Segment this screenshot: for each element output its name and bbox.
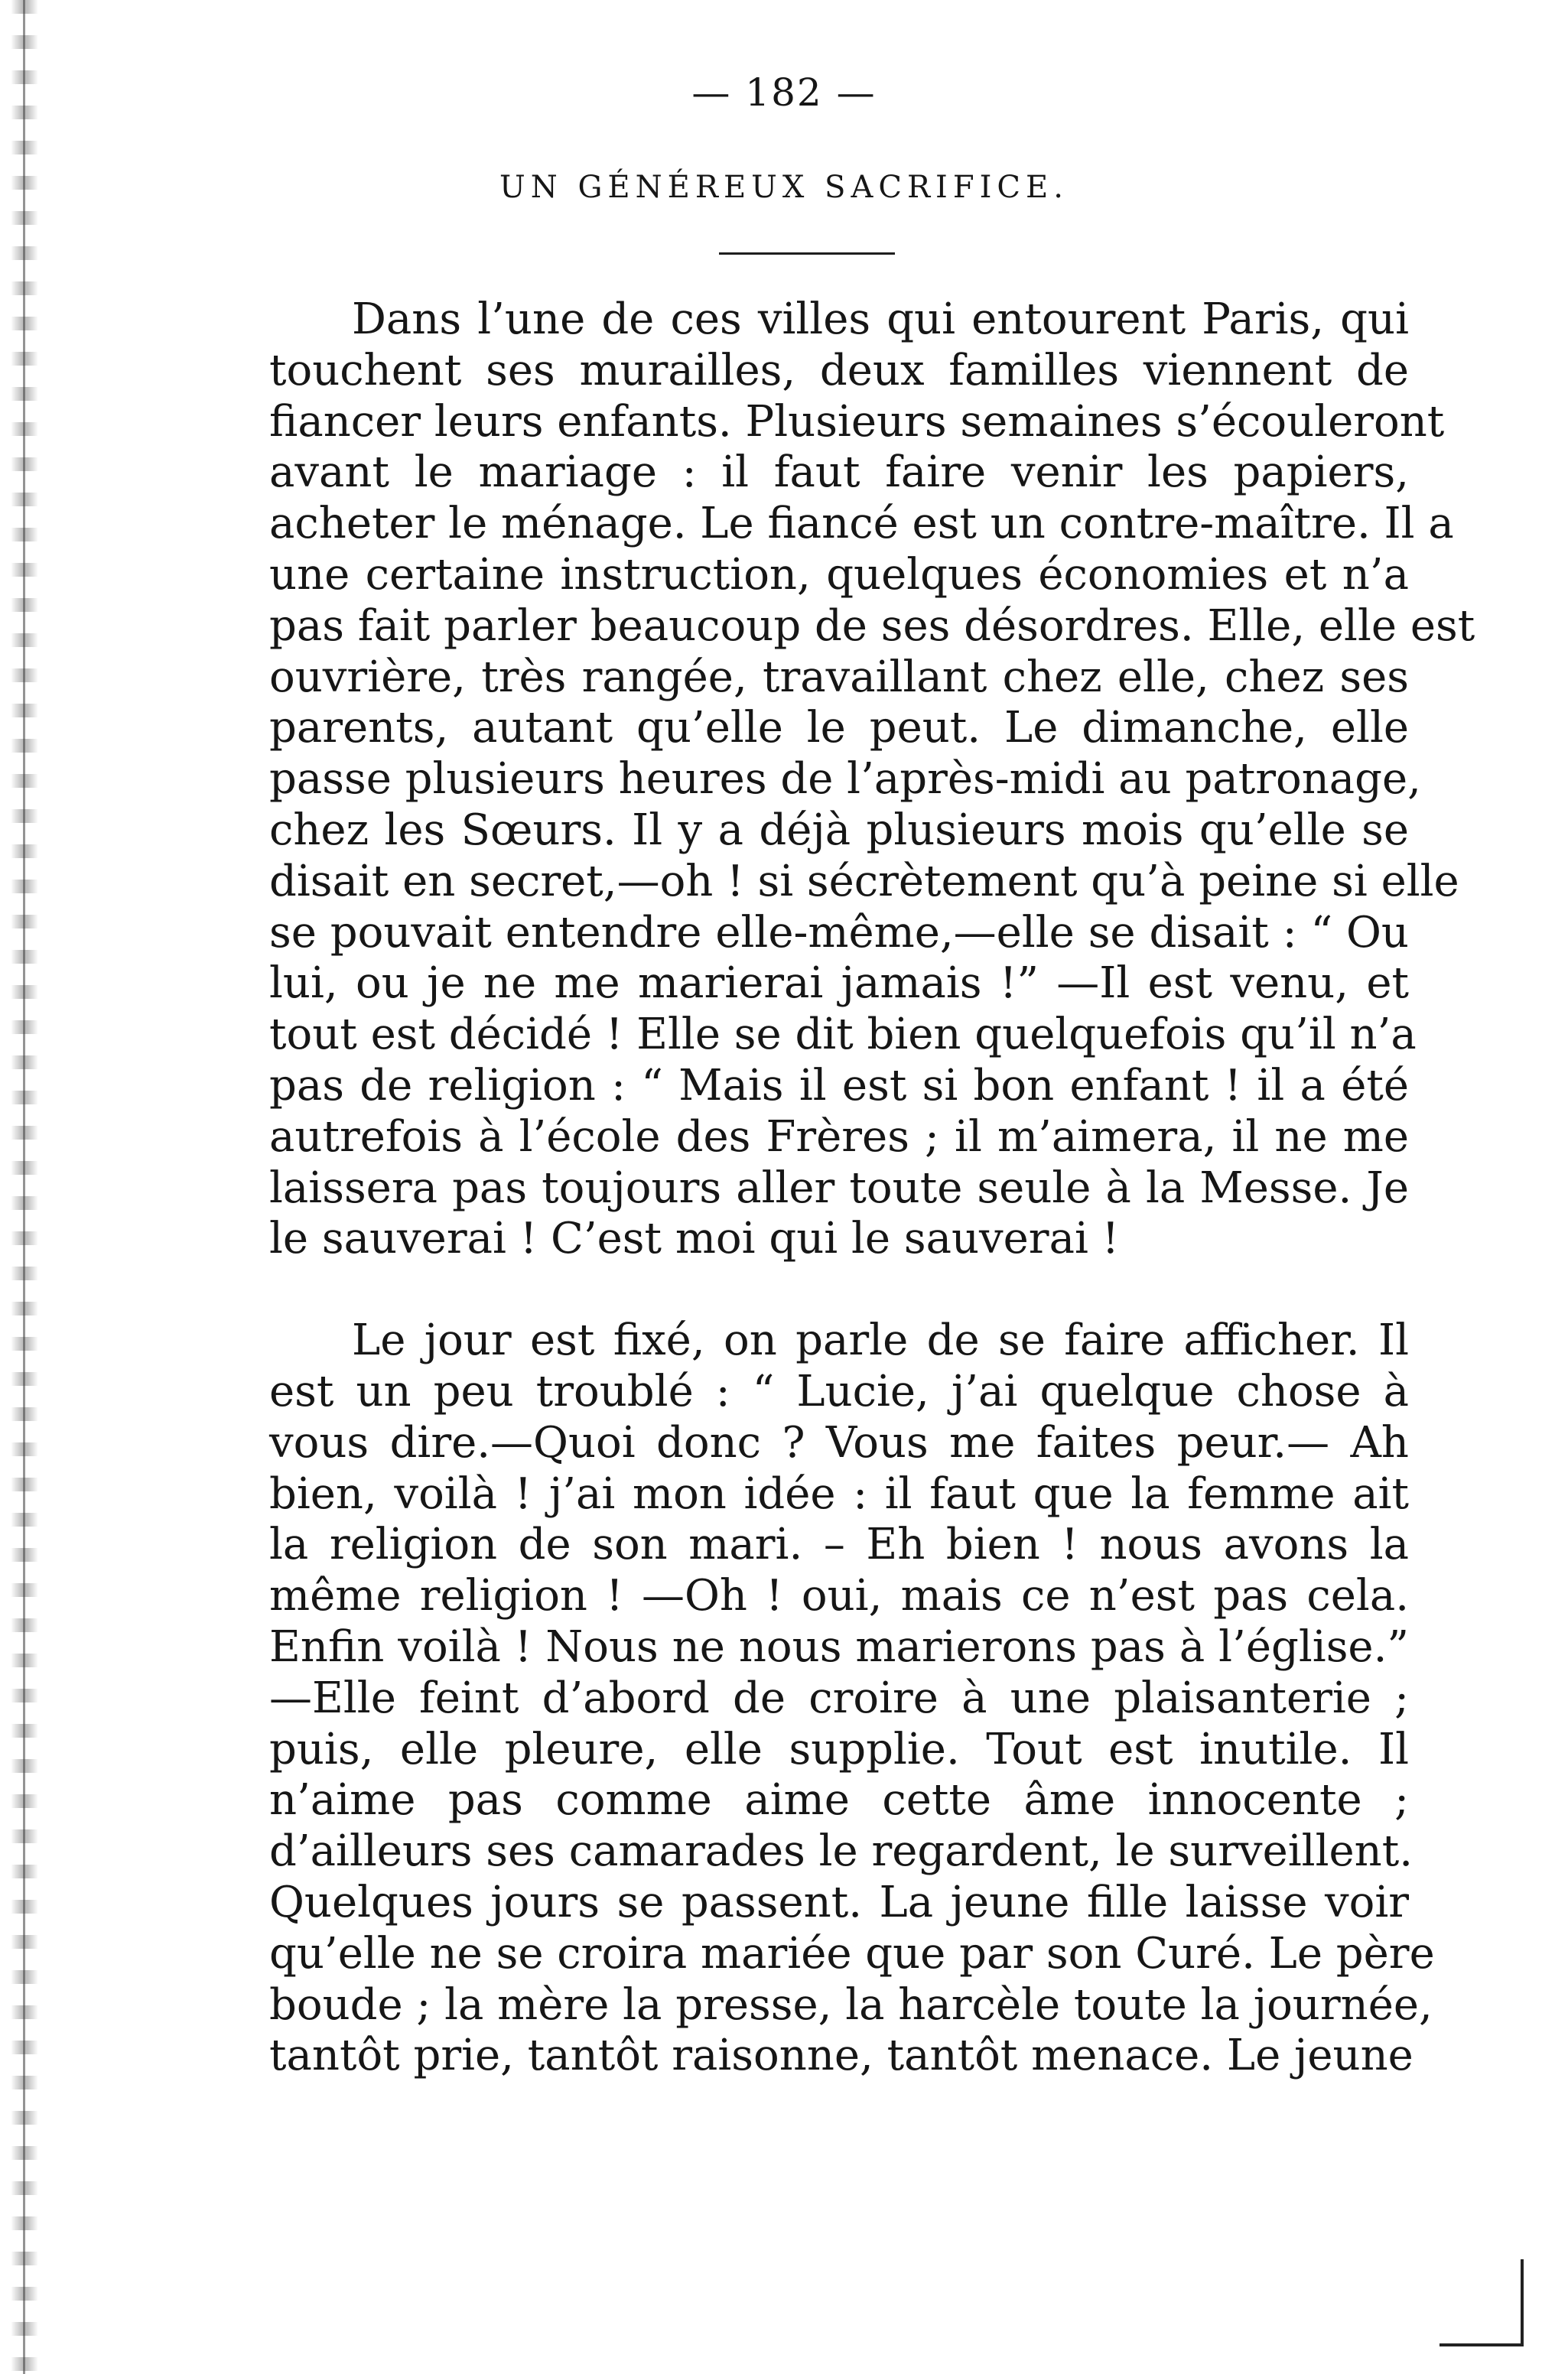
text-line: fiancer leurs enfants. Plusieurs semaines s’écouleront (269, 396, 1445, 447)
scan-crop-mark (1521, 2259, 1524, 2343)
text-line: boude ; la mère la presse, la harcèle toute la journée, (269, 1979, 1433, 2030)
text-line: avant le mariage : il faut faire venir les papiers, (269, 447, 1409, 498)
paragraph-gap (269, 1265, 1409, 1315)
text-line: n’aime pas comme aime cette âme innocente ; (269, 1775, 1409, 1826)
text-line: Quelques jours se passent. La jeune fille laisse voir (269, 1877, 1409, 1927)
text-line: parents, autant qu’elle le peut. Le dimanche, elle (269, 703, 1409, 753)
text-line: tout est décidé ! Elle se dit bien quelquefois qu’il n’a (269, 1010, 1417, 1060)
text-line: acheter le ménage. Le fiancé est un contre-maître. Il a (269, 499, 1454, 549)
text-line: touchent ses murailles, deux familles viennent de (269, 345, 1409, 395)
binding-edge-line (23, 0, 25, 2374)
page-number: — 182 — (691, 70, 877, 115)
text-line: laissera pas toujours aller toute seule à la Messe. Je (269, 1163, 1409, 1213)
text-line: disait en secret,—oh ! si sécrètement qu’à peine si elle (269, 856, 1459, 906)
text-line: ouvrière, très rangée, travaillant chez elle, chez ses (269, 652, 1409, 702)
text-line: la religion de son mari. – Eh bien ! nous avons la (269, 1520, 1409, 1570)
text-line: chez les Sœurs. Il y a déjà plusieurs mois qu’elle se (269, 805, 1409, 855)
text-line: une certaine instruction, quelques économies et n’a (269, 549, 1409, 600)
text-line: Le jour est fixé, on parle de se faire afficher. Il (352, 1315, 1409, 1366)
text-line: qu’elle ne se croira mariée que par son Curé. Le père (269, 1928, 1435, 1979)
text-line: passe plusieurs heures de l’après-midi au patronage, (269, 754, 1421, 805)
text-line: bien, voilà ! j’ai mon idée : il faut que la femme ait (269, 1468, 1409, 1519)
chapter-title: UN GÉNÉREUX SACRIFICE. (499, 170, 1069, 205)
text-line: —Elle feint d’abord de croire à une plaisanterie ; (269, 1673, 1409, 1723)
text-line: le sauverai ! C’est moi qui le sauverai ! (269, 1214, 1120, 1264)
text-line: même religion ! —Oh ! oui, mais ce n’est pas cela. (269, 1571, 1409, 1621)
scan-crop-mark (1440, 2343, 1524, 2346)
text-line: autrefois à l’école des Frères ; il m’aimera, il ne me (269, 1111, 1409, 1162)
text-line: d’ailleurs ses camarades le regardent, le surveillent. (269, 1826, 1413, 1877)
text-line: vous dire.—Quoi donc ? Vous me faites peur.— Ah (269, 1417, 1409, 1468)
text-line: lui, ou je ne me marierai jamais !” —Il est venu, et (269, 958, 1409, 1009)
text-line: Enfin voilà ! Nous ne nous marierons pas à l’église.” (269, 1621, 1409, 1672)
text-line: pas de religion : “ Mais il est si bon enfant ! il a été (269, 1060, 1409, 1111)
text-line: puis, elle pleure, elle supplie. Tout est inutile. Il (269, 1724, 1409, 1774)
title-rule (719, 252, 895, 255)
text-line: est un peu troublé : “ Lucie, j’ai quelque chose à (269, 1366, 1409, 1416)
text-line: pas fait parler beaucoup de ses désordres. Elle, elle est (269, 600, 1475, 651)
body-text (269, 294, 1475, 2082)
text-line: se pouvait entendre elle-même,—elle se disait : “ Ou (269, 907, 1409, 958)
text-line: tantôt prie, tantôt raisonne, tantôt menace. Le jeune (269, 2031, 1413, 2081)
text-line: Dans l’une de ces villes qui entourent Paris, qui (352, 294, 1409, 344)
